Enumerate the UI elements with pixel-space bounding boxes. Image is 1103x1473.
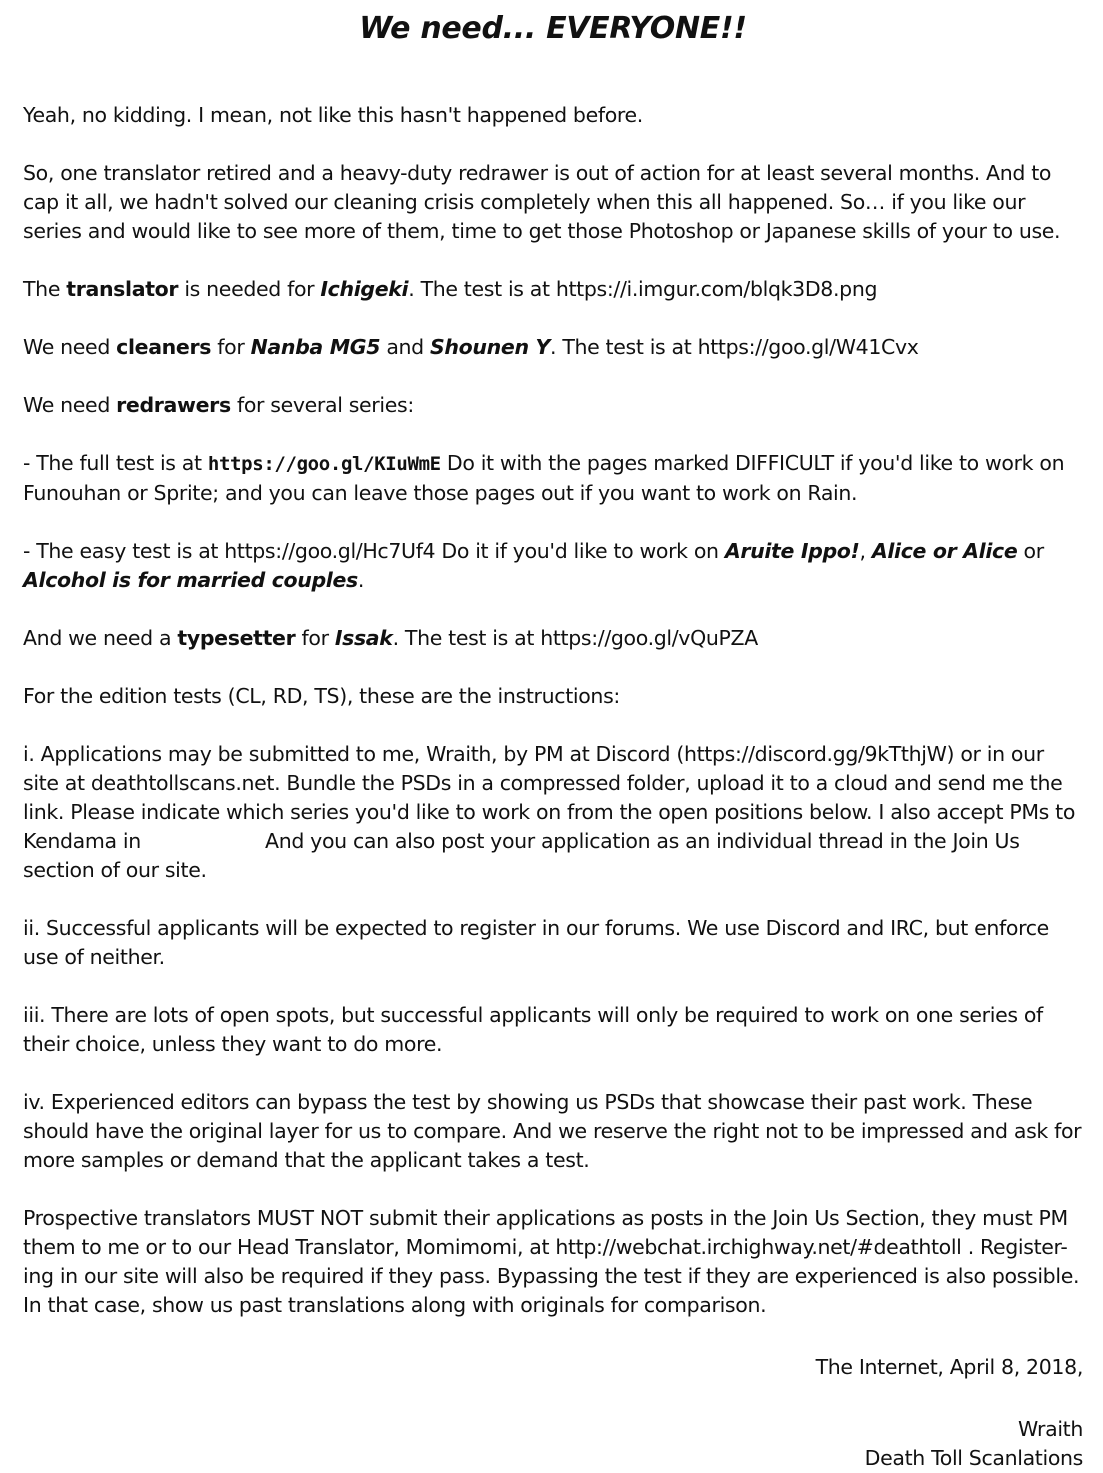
translator-tail: . The test is at https://i.imgur.com/blqk3D8.png: [408, 277, 878, 301]
translator-lead: The: [23, 277, 67, 301]
easy-test-paragraph: [23, 537, 1083, 595]
cleaners-mid: for: [211, 335, 251, 359]
typesetter-tail: . The test is at https://goo.gl/vQuPZA: [392, 626, 758, 650]
signature-group: Death Toll Scanlations: [864, 1446, 1083, 1470]
instructions-intro: For the edition tests (CL, RD, TS), these are the instructions:: [23, 684, 620, 708]
rule-i-paragraph: [23, 740, 1083, 885]
intro-paragraph: Yeah, no kidding. I mean, not like this hasn't happened before.: [23, 103, 643, 127]
notice-page: [23, 0, 1083, 1473]
easy-test-sep-1: ,: [859, 539, 872, 563]
translator-role: translator: [66, 277, 179, 301]
translator-mid: is needed for: [178, 277, 321, 301]
typesetter-lead: And we need a: [23, 626, 178, 650]
translator-series: Ichigeki: [320, 277, 409, 301]
redrawers-paragraph: [23, 391, 1083, 420]
redrawers-tail: for several series:: [230, 393, 414, 417]
cleaners-lead: We need: [23, 335, 117, 359]
full-test-lead: - The full test is at: [23, 451, 208, 475]
full-test-tail: Do it with the pages marked DIFFICULT if you'd like to work on Funouhan or Sprite; and you can leave those pages out if you want to work on Rain.: [23, 451, 1065, 505]
easy-test-tail: .: [357, 568, 365, 592]
full-test-link: https://goo.gl/KIuWmE: [207, 453, 441, 475]
typesetter-role: typesetter: [177, 626, 296, 650]
full-test-paragraph: [23, 449, 1083, 508]
rule-iii-paragraph: iii. There are lots of open spots, but successful applicants will only be required to work on one series of their choice, unless they want to do more.: [23, 1003, 1043, 1056]
easy-test-sep-2: or: [1017, 539, 1044, 563]
situation-paragraph: So, one translator retired and a heavy-duty redrawer is out of action for at least several months. And to cap it all, we hadn't solved our cleaning crisis completely when this all happened. So… if you like our series and would like to see more of them, time to get those Photoshop or Japanese skills of your to use.: [23, 161, 1061, 243]
cleaners-tail: . The test is at https://goo.gl/W41Cvx: [549, 335, 919, 359]
rule-iv-paragraph: iv. Experienced editors can bypass the test by showing us PSDs that showcase their past work. These should have the original layer for us to compare. And we reserve the right not to be impressed and ask for more samples or demand that the applicant takes a test.: [23, 1090, 1082, 1172]
cleaners-series-1: Nanba MG5: [250, 335, 381, 359]
cleaners-role: cleaners: [116, 335, 212, 359]
cleaners-paragraph: [23, 333, 1083, 362]
rule-i-before: i. Applications may be submitted to me, Wraith, by PM at Discord (https://discord.gg/9kTthjW) or in our site at deathtollscans.net. Bundle the PSDs in a compressed folder, upload it to a cloud and send me the link. Please indicate which series you'd like to work on from the open positions below. I also accept PMs to Kendama in: [23, 742, 1076, 853]
page-title: We need... EVERYONE!!: [359, 11, 747, 46]
typesetter-series: Issak: [334, 626, 393, 650]
dateline: The Internet, April 8, 2018,: [815, 1355, 1083, 1379]
easy-test-series-3: Alcohol is for married couples: [23, 568, 358, 592]
redrawers-role: redrawers: [116, 393, 231, 417]
translators-note-paragraph: Prospective translators MUST NOT submit their applications as posts in the Join Us Section, they must PM them to me or to our Head Translator, Momimomi, at http://webchat.irchighway.net/#deathtoll . Register-ing in our site will also be required if they pass. Bypassing the test if they are experienced is also possible. In that case, show us past translations along with originals for comparison.: [23, 1206, 1080, 1317]
cleaners-and: and: [380, 335, 431, 359]
rule-i-after: And you can also post your application as an individual thread in the Join Us section of our site.: [23, 829, 1020, 882]
easy-test-series-2: Alice or Alice: [871, 539, 1018, 563]
redrawers-lead: We need: [23, 393, 117, 417]
typesetter-paragraph: [23, 624, 1083, 653]
typesetter-mid: for: [295, 626, 335, 650]
signature-name: Wraith: [1018, 1417, 1083, 1441]
translator-paragraph: [23, 275, 1083, 304]
rule-ii-paragraph: ii. Successful applicants will be expected to register in our forums. We use Discord and IRC, but enforce use of neither.: [23, 916, 1049, 969]
cleaners-series-2: Shounen Y: [430, 335, 550, 359]
easy-test-series-1: Aruite Ippo!: [724, 539, 860, 563]
easy-test-lead: - The easy test is at https://goo.gl/Hc7Uf4 Do it if you'd like to work on: [23, 539, 725, 563]
